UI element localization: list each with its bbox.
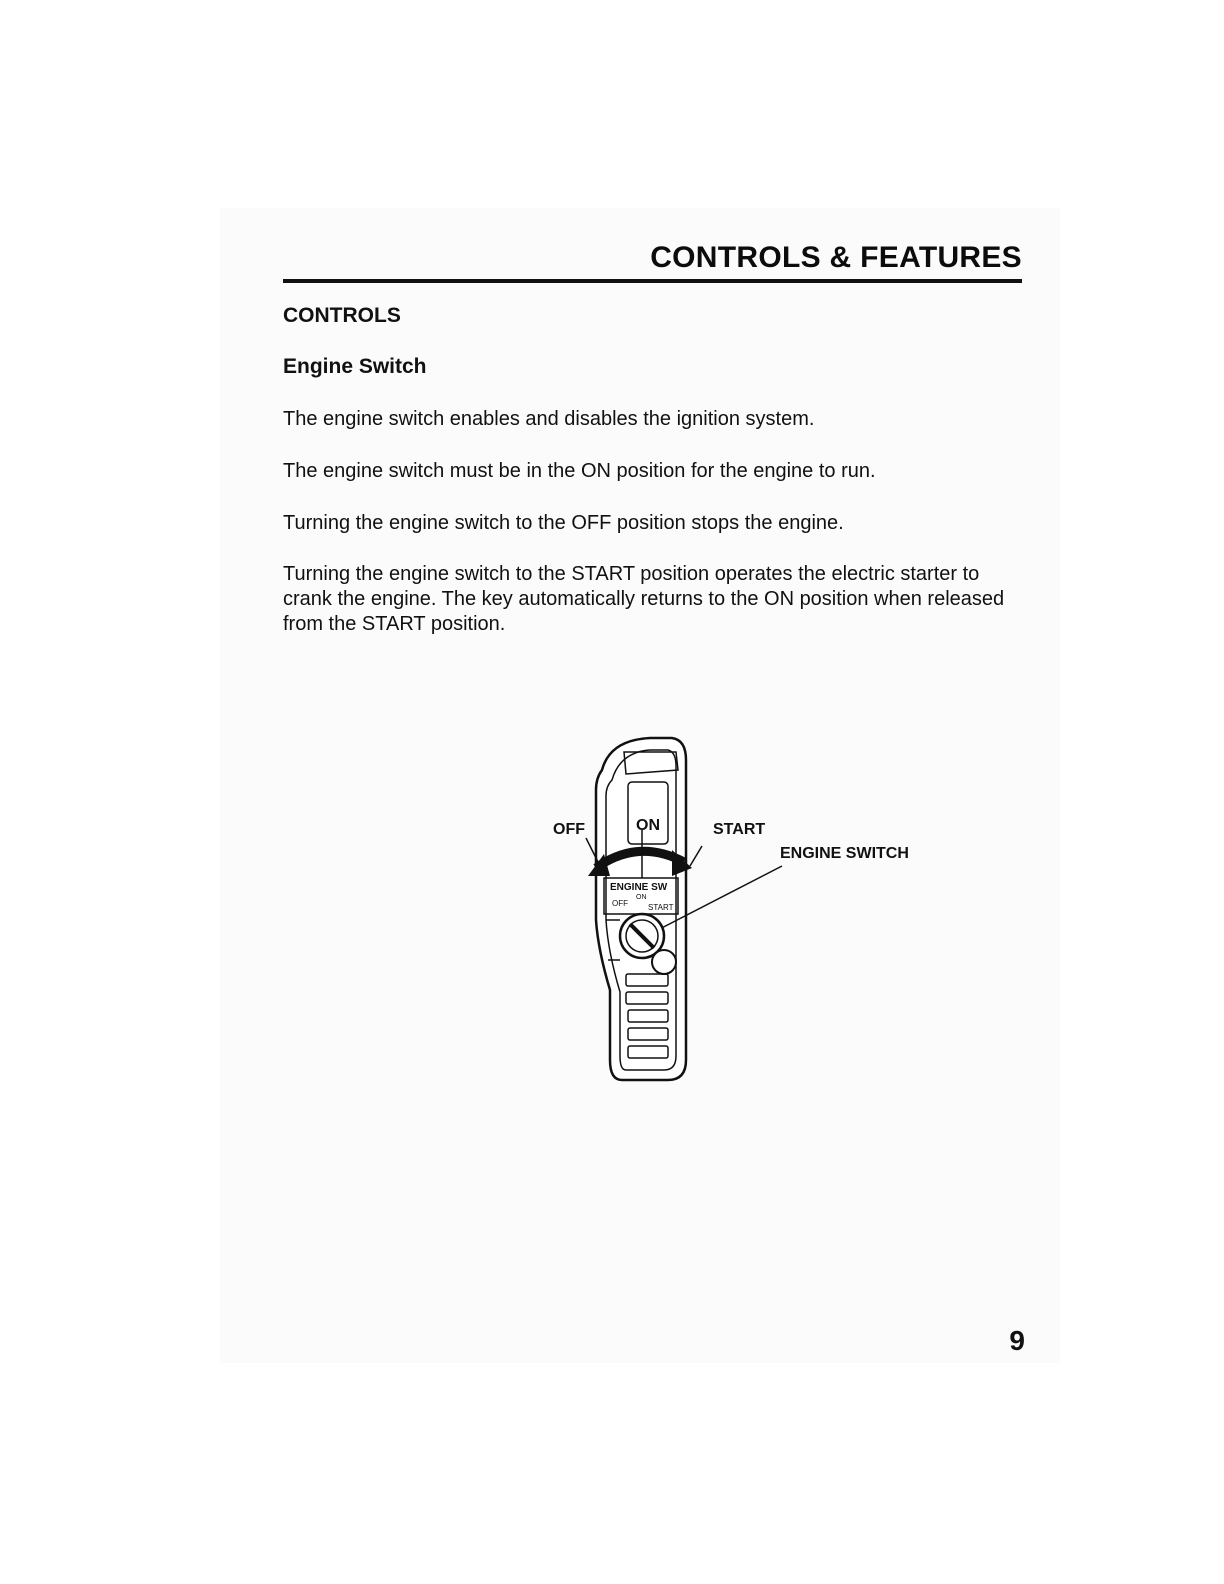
page-number: 9 (1009, 1325, 1025, 1356)
leader-start (690, 846, 702, 866)
figure-label-on: ON (636, 817, 660, 834)
subsection-heading: Engine Switch (283, 355, 427, 378)
figure-label-off: OFF (553, 821, 585, 838)
paragraph-ignition: The engine switch enables and disables the ignition system. (283, 408, 815, 430)
panel-on-text: ON (636, 894, 647, 901)
paragraph-start-position: Turning the engine switch to the START position operates the electric starter to crank the engine. The key automatically returns to the ON position when released from the START position. (283, 563, 1005, 635)
figure-label-engine-switch: ENGINE SWITCH (780, 845, 909, 862)
header-divider (283, 279, 1022, 283)
panel-start-text: START (648, 903, 674, 912)
page-header-title: CONTROLS & FEATURES (650, 241, 1022, 274)
panel-title-text: ENGINE SW (610, 882, 668, 893)
figure-label-start: START (713, 821, 766, 838)
engine-switch-illustration (540, 730, 940, 1090)
key-ring (652, 950, 676, 974)
section-heading: CONTROLS (283, 304, 401, 327)
paragraph-on-position: The engine switch must be in the ON position for the engine to run. (283, 460, 876, 482)
panel-off-text: OFF (612, 899, 628, 908)
paragraph-off-position: Turning the engine switch to the OFF position stops the engine. (283, 512, 844, 534)
